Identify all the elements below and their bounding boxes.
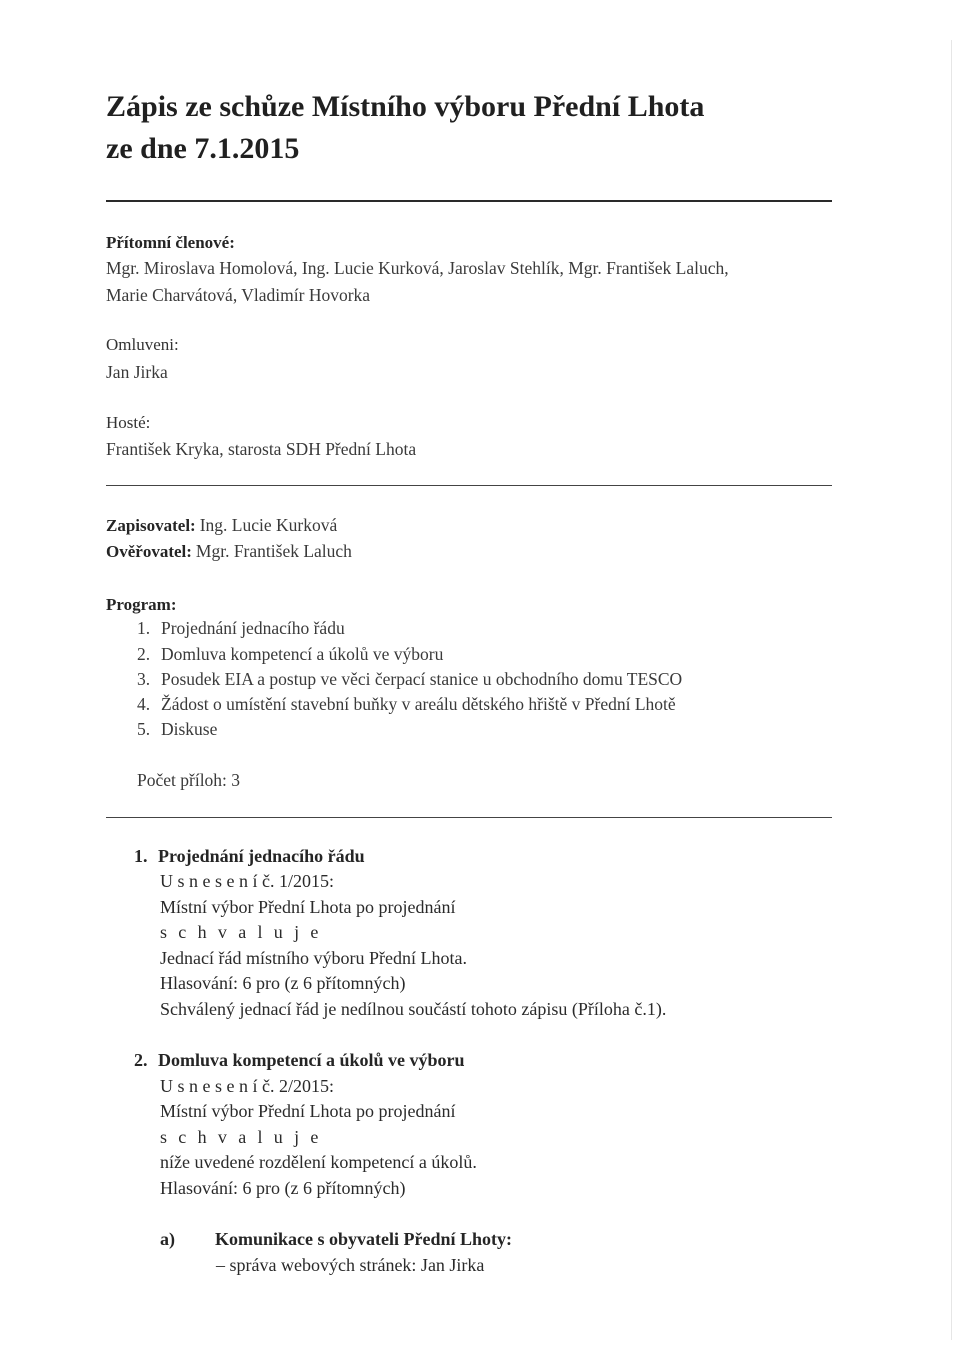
program-item-number: 2.	[137, 644, 151, 664]
recorder-label: Zapisovatel:	[106, 516, 196, 535]
program-item	[137, 694, 676, 715]
document-date: ze dne 7.1.2015	[106, 132, 300, 165]
title-divider	[106, 200, 832, 202]
attachments-count: Počet příloh: 3	[137, 770, 241, 790]
section1-number: 1.	[134, 846, 148, 866]
program-item-text: Domluva kompetencí a úkolů ve výboru	[161, 644, 444, 664]
section2-line1: Místní výbor Přední Lhota po projednání	[160, 1101, 456, 1121]
present-heading: Přítomní členové:	[106, 233, 235, 252]
recorder-row	[106, 515, 337, 536]
program-item	[137, 719, 217, 740]
section2-verb: s c h v a l u j e	[160, 1127, 322, 1147]
section1-line1: Místní výbor Přední Lhota po projednání	[160, 897, 456, 917]
section1-heading	[134, 846, 365, 867]
guests-heading: Hosté:	[106, 413, 151, 432]
section-divider	[106, 485, 832, 486]
present-names-line2: Marie Charvátová, Vladimír Hovorka	[106, 285, 371, 305]
section1-line2: Jednací řád místního výboru Přední Lhota.	[160, 948, 467, 968]
subsection-a-label: a)	[160, 1229, 175, 1249]
recorder-name: Ing. Lucie Kurková	[199, 515, 338, 535]
program-divider	[106, 817, 832, 818]
section2-line2: níže uvedené rozdělení kompetencí a úkolů.	[160, 1152, 477, 1172]
section1-verb: s c h v a l u j e	[160, 922, 322, 942]
program-item	[137, 618, 345, 639]
section2-vote: Hlasování: 6 pro (z 6 přítomných)	[160, 1178, 406, 1198]
program-item-text: Posudek EIA a postup ve věci čerpací stanice u obchodního domu TESCO	[161, 669, 683, 689]
present-names-line1: Mgr. Miroslava Homolová, Ing. Lucie Kurková, Jaroslav Stehlík, Mgr. František Laluch,	[106, 258, 729, 278]
section1-vote: Hlasování: 6 pro (z 6 přítomných)	[160, 973, 406, 993]
program-item-text: Projednání jednacího řádu	[161, 618, 345, 638]
section1-line3: Schválený jednací řád je nedílnou součástí tohoto zápisu (Příloha č.1).	[160, 999, 667, 1019]
excused-heading: Omluveni:	[106, 335, 179, 354]
program-item	[137, 644, 443, 665]
verifier-row	[106, 541, 352, 562]
verifier-name: Mgr. František Laluch	[195, 541, 352, 561]
subsection-a-heading: Komunikace s obyvateli Přední Lhoty:	[215, 1229, 513, 1249]
excused-names: Jan Jirka	[106, 362, 168, 382]
section1-title: Projednání jednacího řádu	[158, 846, 365, 866]
section2-resolution: U s n e s e n í č. 2/2015:	[160, 1076, 334, 1096]
subsection-a-item: – správa webových stránek: Jan Jirka	[216, 1255, 485, 1275]
program-heading: Program:	[106, 595, 177, 614]
section2-heading	[134, 1050, 465, 1071]
program-item-number: 3.	[137, 669, 151, 689]
program-item-number: 1.	[137, 618, 151, 638]
program-item-number: 4.	[137, 694, 151, 714]
section2-title: Domluva kompetencí a úkolů ve výboru	[158, 1050, 465, 1070]
program-item-number: 5.	[137, 719, 151, 739]
guests-names: František Kryka, starosta SDH Přední Lhota	[106, 439, 417, 459]
document-title: Zápis ze schůze Místního výboru Přední Lhota	[106, 90, 705, 123]
section2-number: 2.	[134, 1050, 148, 1070]
program-item-text: Žádost o umístění stavební buňky v areálu dětského hřiště v Přední Lhotě	[161, 694, 676, 714]
section1-resolution: U s n e s e n í č. 1/2015:	[160, 871, 334, 891]
program-item	[137, 669, 682, 690]
verifier-label: Ověřovatel:	[106, 542, 192, 561]
program-item-text: Diskuse	[161, 719, 218, 739]
scan-edge-line	[951, 40, 952, 1340]
